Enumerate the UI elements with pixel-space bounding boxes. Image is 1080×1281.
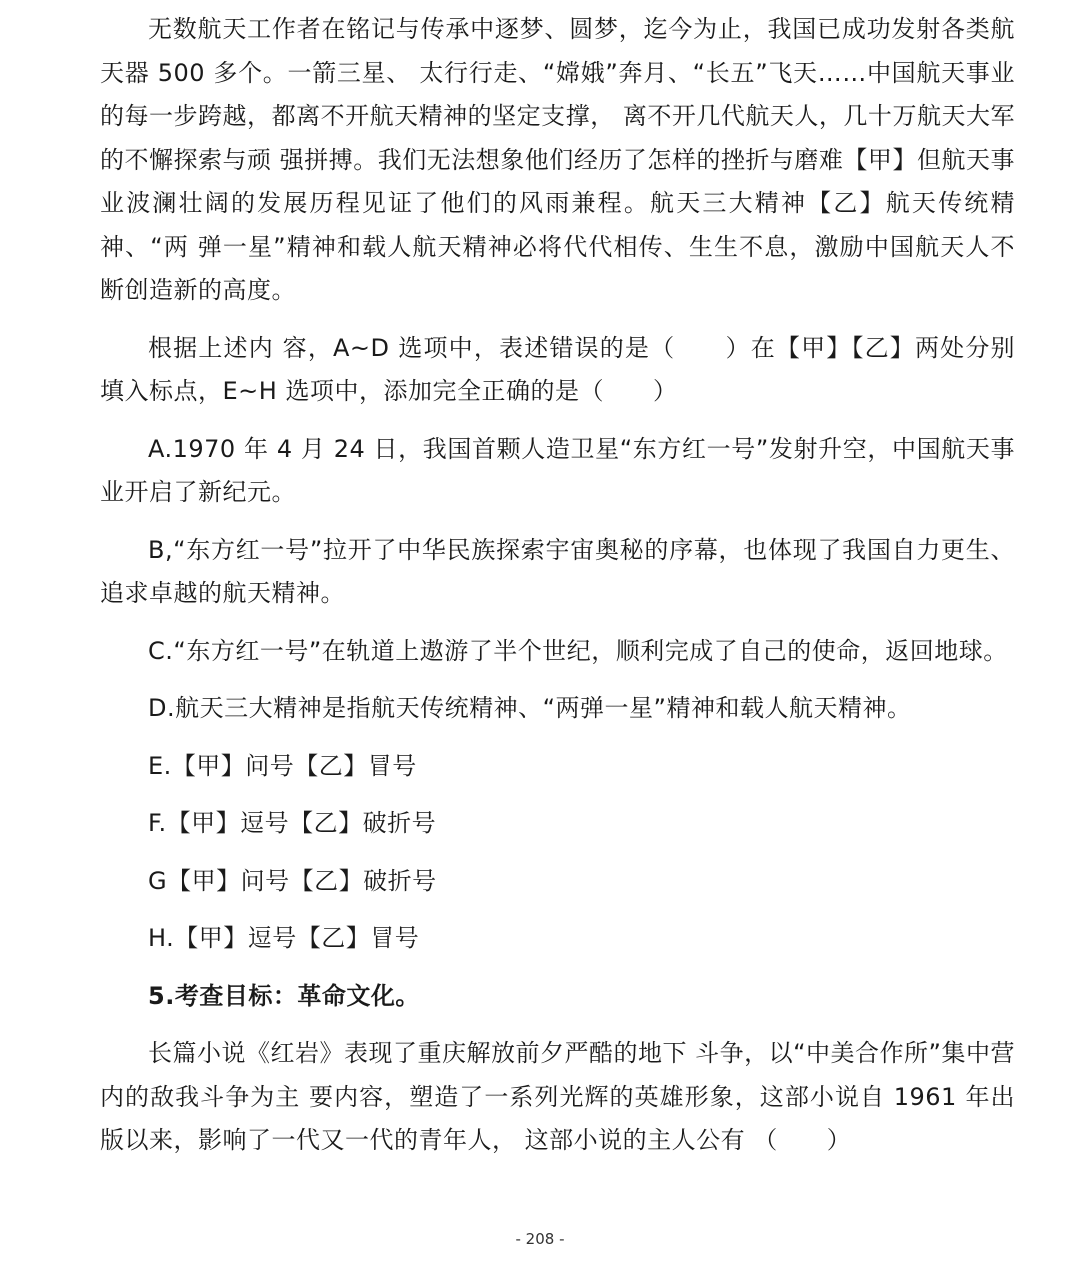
page-number: - 208 - [515,1230,565,1248]
option-e: E.【甲】问号【乙】冒号 [148,751,417,780]
option-g: G【甲】问号【乙】破折号 [148,866,437,895]
option-b: B,“东方红一号”拉开了中华民族探索宇宙奥秘的序幕，也体现了我国自力更生、追求卓越的航天精神。 [100,535,1015,607]
option-d: D.航天三大精神是指航天传统精神、“两弹一星”精神和载人航天精神。 [148,694,912,722]
section-heading: 5.考查目标：革命文化。 [148,981,420,1010]
document-page [100,8,1015,1163]
option-a: A.1970 年 4 月 24 日，我国首颗人造卫星“东方红一号”发射升空，中国航天事业开启了新纪元。 [100,434,1015,506]
option-f: F.【甲】逗号【乙】破折号 [148,809,437,837]
option-h: H.【甲】逗号【乙】冒号 [148,924,420,952]
intro-paragraph: 无数航天工作者在铭记与传承中逐梦、圆梦，迄今为止，我国已成功发射各类航天器 500 多个。一箭三星、 太行行走、“嫦娥”奔月、“长五”飞天……中国航天事业的每一步跨越，都离不开航天精神的坚定支撑， 离不开几代航天人，几十万航天大军的不懈探索与顽 强拼搏。我们无法想象他们经历了怎样的挫折与磨难【甲】但航天事业波澜壮阔的发展历程见证了他们的风雨兼程。航天三大精神【乙】航天传统精神、“两 弹一星”精神和载人航天精神必将代代相传、生生不息，激励中国航天人不断创造新的高度。 [100,15,1015,304]
option-c: C.“东方红一号”在轨道上遨游了半个世纪，顺利完成了自己的使命，返回地球。 [148,636,1008,665]
question-paragraph: 根据上述内 容，A~D 选项中，表述错误的是（ ）在【甲】【乙】两处分别填入标点，E~H 选项中，添加完全正确的是（ ） [100,333,1015,405]
final-paragraph: 长篇小说《红岩》表现了重庆解放前夕严酷的地下 斗争，以“中美合作所”集中营内的敌我斗争为主 要内容，塑造了一系列光辉的英雄形象，这部小说自 1961 年出版以来，影响了一代又一代的青年人， 这部小说的主人公有 （ ） [100,1039,1015,1154]
